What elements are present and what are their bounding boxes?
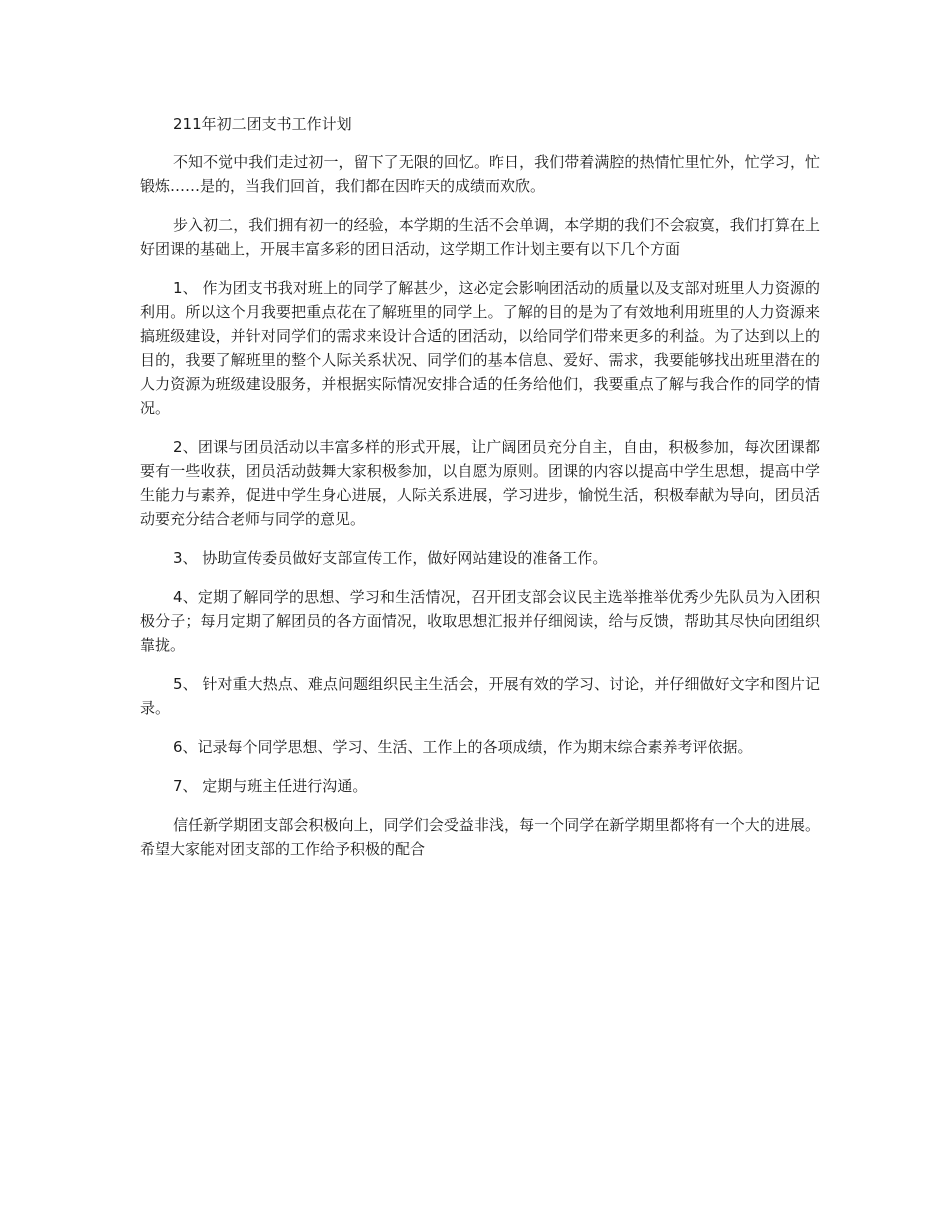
intro-paragraph: 步入初二，我们拥有初一的经验，本学期的生活不会单调，本学期的我们不会寂寞，我们打算在上好团课的基础上，开展丰富多彩的团日活动，这学期工作计划主要有以下几个方面 xyxy=(140,216,820,258)
document-title: 211年初二团支书工作计划 xyxy=(173,115,352,133)
plan-item-1: 1、 作为团支书我对班上的同学了解甚少，这必定会影响团活动的质量以及支部对班里人力资源的利用。所以这个月我要把重点花在了解班里的同学上。了解的目的是为了有效地利用班里的人力资源来搞班级建设，并针对同学们的需求来设计合适的团活动，以给同学们带来更多的利益。为了达到以上的目的，我要了解班里的整个人际关系状况、同学们的基本信息、爱好、需求，我要能够找出班里潜在的人力资源为班级建设服务，并根据实际情况安排合适的任务给他们，我要重点了解与我合作的同学的情况。 xyxy=(140,279,820,417)
closing-paragraph: 信任新学期团支部会积极向上，同学们会受益非浅，每一个同学在新学期里都将有一个大的进展。希望大家能对团支部的工作给予积极的配合 xyxy=(140,816,820,858)
plan-item-7: 7、 定期与班主任进行沟通。 xyxy=(173,777,368,795)
plan-item-6: 6、记录每个同学思想、学习、生活、工作上的各项成绩，作为期末综合素养考评依据。 xyxy=(173,738,753,756)
document-body xyxy=(140,112,820,876)
plan-item-3: 3、 协助宣传委员做好支部宣传工作，做好网站建设的准备工作。 xyxy=(173,549,608,567)
plan-item-5: 5、 针对重大热点、难点问题组织民主生活会，开展有效的学习、讨论，并仔细做好文字和图片记录。 xyxy=(140,675,820,717)
plan-item-2: 2、团课与团员活动以丰富多样的形式开展，让广阔团员充分自主，自由，积极参加，每次团课都要有一些收获，团员活动鼓舞大家积极参加，以自愿为原则。团课的内容以提高中学生思想，提高中学生能力与素养，促进中学生身心进展，人际关系进展，学习进步，愉悦生活，积极奉献为导向，团员活动要充分结合老师与同学的意见。 xyxy=(140,438,820,528)
intro-paragraph: 不知不觉中我们走过初一，留下了无限的回忆。昨日，我们带着满腔的热情忙里忙外，忙学习，忙锻炼……是的，当我们回首，我们都在因昨天的成绩而欢欣。 xyxy=(140,153,820,195)
plan-item-4: 4、定期了解同学的思想、学习和生活情况，召开团支部会议民主选举推举优秀少先队员为入团积极分子；每月定期了解团员的各方面情况，收取思想汇报并仔细阅读，给与反馈，帮助其尽快向团组织靠拢。 xyxy=(140,588,820,654)
